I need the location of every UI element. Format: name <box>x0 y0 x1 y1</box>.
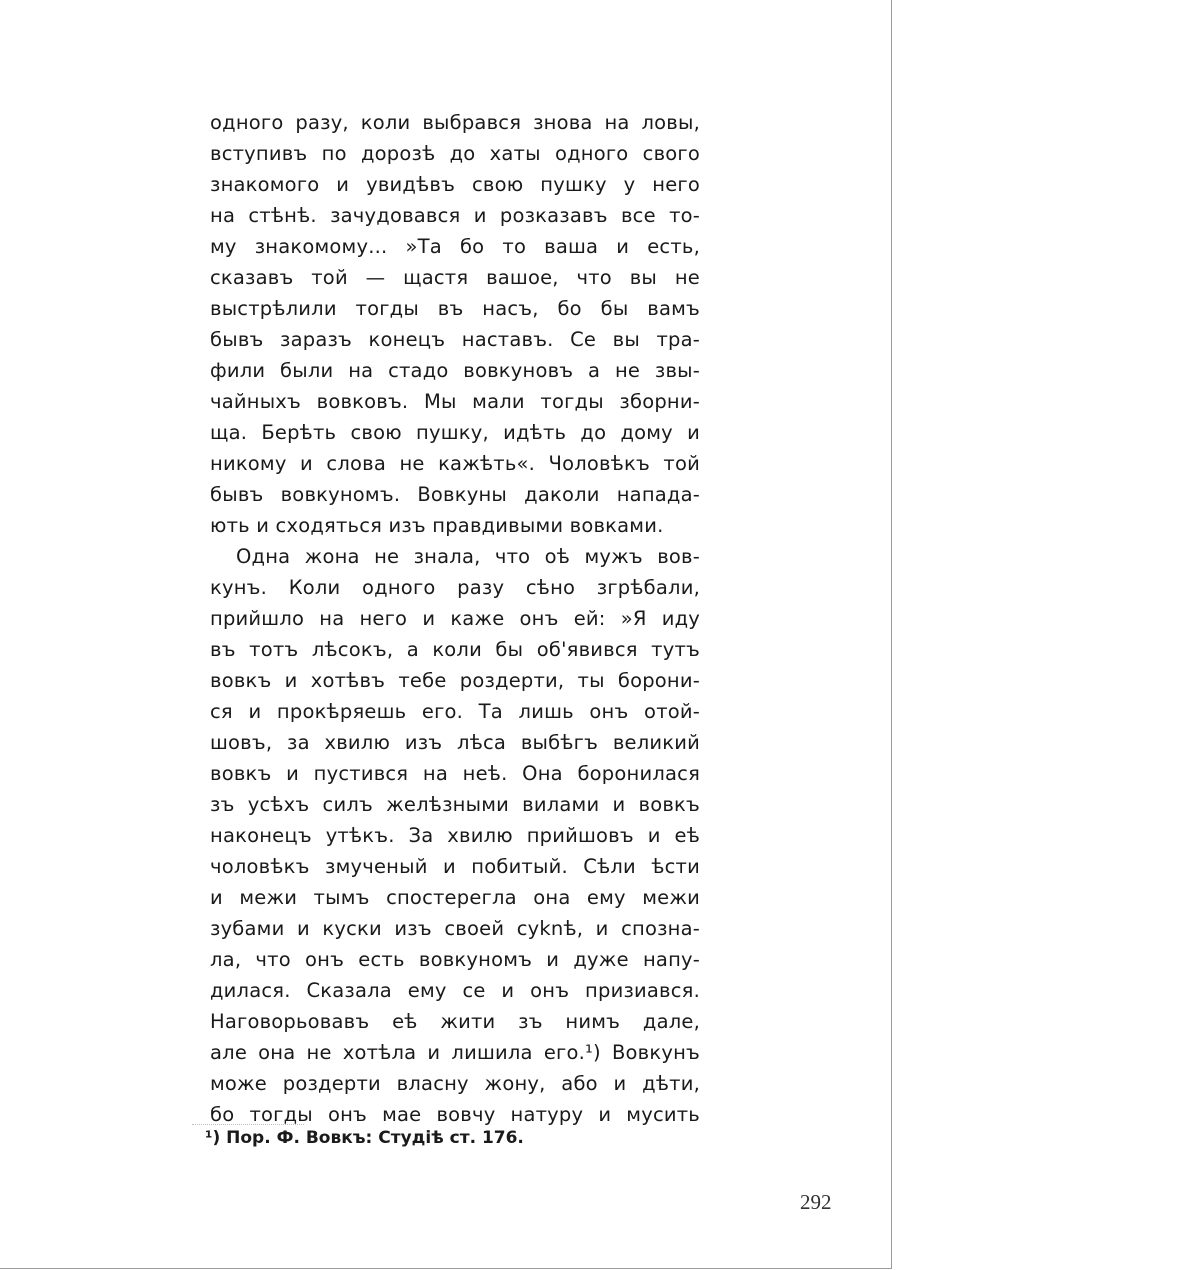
body-text <box>210 107 700 1130</box>
text-line: бывъ заразъ конецъ наставъ. Се вы тра- <box>210 328 700 351</box>
text-line: може роздерти власну жону, або и дѣти, <box>210 1072 700 1095</box>
text-line: въ тотъ лѣсокъ, а коли бы об'явився тутъ <box>210 638 700 661</box>
text-line: бывъ вовкуномъ. Вовкуны даколи нападa- <box>210 483 700 506</box>
text-line: Одна жона не знала, что оѣ мужъ вов- <box>236 545 700 568</box>
text-line: кунъ. Коли одного разу сѣно згрѣбали, <box>210 576 700 599</box>
text-line: зубами и куски изъ своей суknѣ, и спозна- <box>210 917 700 940</box>
text-line: му знакомому... »Та бо то ваша и есть, <box>210 235 700 258</box>
text-line: знакомого и увидѣвъ свою пушку у него <box>210 173 700 196</box>
text-line: наконецъ утѣкъ. За хвилю прийшовъ и еѣ <box>210 824 700 847</box>
text-line: бо тогды онъ мае вовчу натуру и мусить <box>210 1103 700 1126</box>
text-line: ся и прокѣряешь его. Та лишь онъ отой- <box>210 700 700 723</box>
text-line: прийшло на него и каже онъ ей: »Я иду <box>210 607 700 630</box>
text-line: Наговорьовавъ еѣ жити зъ нимъ дале, <box>210 1010 700 1033</box>
footnote: ¹) Пор. Ф. Вовкъ: Студіѣ ст. 176. <box>205 1128 524 1148</box>
text-line: зъ усѣхъ силъ желѣзными вилами и вовкъ <box>210 793 700 816</box>
text-line: на стѣнѣ. зачудовався и розказавъ все то- <box>210 204 700 227</box>
text-line: ща. Берѣть свою пушку, идѣть до дому и <box>210 421 700 444</box>
text-line: шовъ, за хвилю изъ лѣса выбѣгъ великий <box>210 731 700 754</box>
text-line: и межи тымъ спостерегла она ему межи <box>210 886 700 909</box>
text-line: чайныхъ вовковъ. Мы мали тогды зборни- <box>210 390 700 413</box>
text-line: выстрѣлили тогды въ насъ, бо бы вамъ <box>210 297 700 320</box>
text-line: вступивъ по дорозѣ до хаты одного свого <box>210 142 700 165</box>
text-line: чоловѣкъ змученый и побитый. Сѣли ѣсти <box>210 855 700 878</box>
text-line: никому и слова не кажѣть«. Чоловѣкъ той <box>210 452 700 475</box>
text-line: одного разу, коли выбрався знова на ловы, <box>210 111 700 134</box>
text-line: дилася. Сказала ему се и онъ призиався. <box>210 979 700 1002</box>
footnote-divider <box>192 1124 304 1125</box>
text-line: сказавъ той — щастя вашое, что вы не <box>210 266 700 289</box>
text-line: ють и сходяться изъ правдивыми вовками. <box>210 514 664 537</box>
text-line: але она не хотѣла и лишила его.¹) Вовкунъ <box>210 1041 700 1064</box>
text-line: вовкъ и пустився на неѣ. Она боронилася <box>210 762 700 785</box>
text-line: вовкъ и хотѣвъ тебе роздерти, ты борони- <box>210 669 700 692</box>
page-number: 292 <box>800 1190 832 1214</box>
text-line: фили были на стадо вовкуновъ а не звы- <box>210 359 700 382</box>
text-line: ла, что онъ есть вовкуномъ и дуже напу- <box>210 948 700 971</box>
